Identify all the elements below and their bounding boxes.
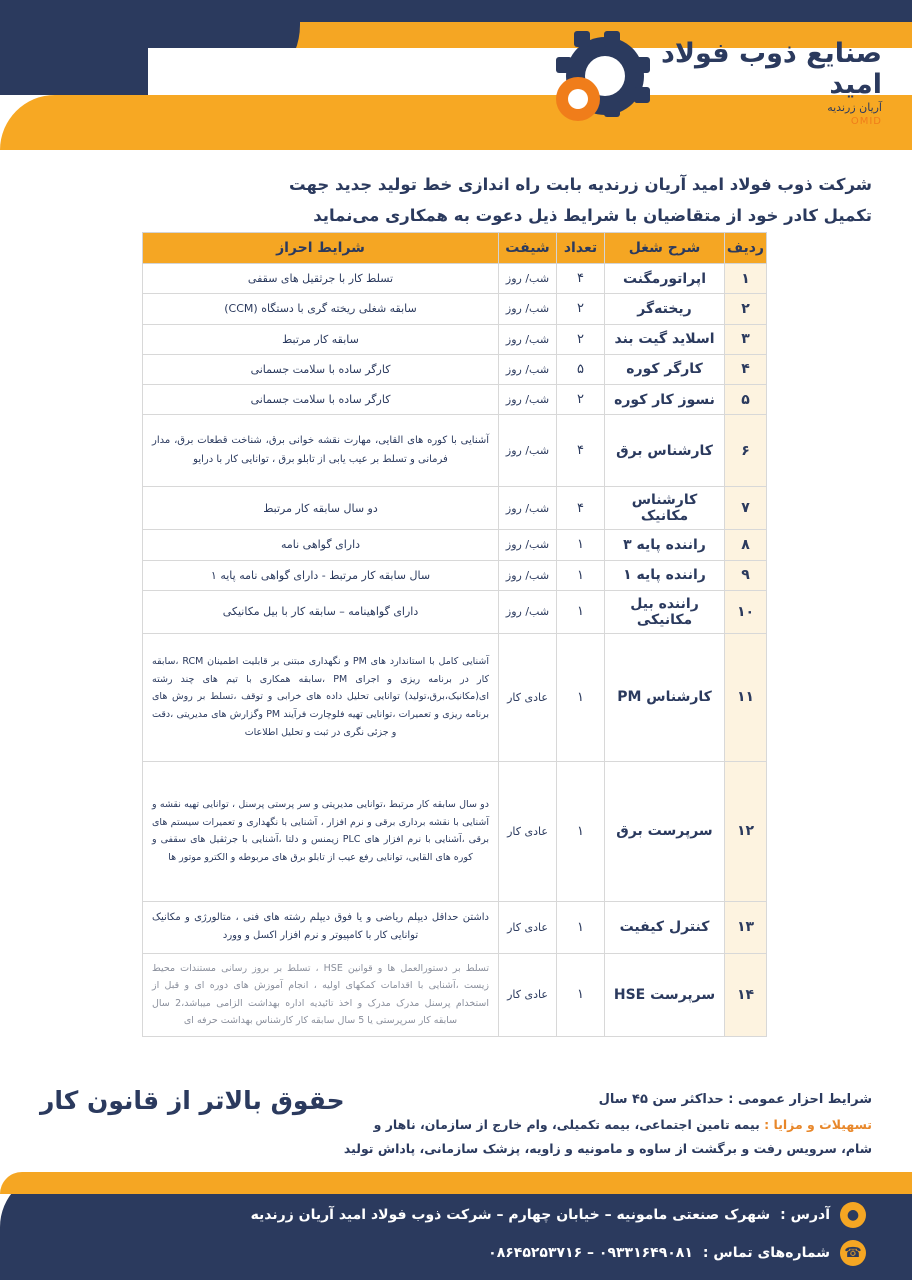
intro-line-2: تکمیل کادر خود از متقاضیان با شرایط ذیل دعوت به همکاری می‌نماید xyxy=(313,205,872,225)
cell-job: راننده پایه ۳ xyxy=(605,530,725,560)
cell-count: ۴ xyxy=(557,487,605,530)
cell-job: نسوز کار کوره xyxy=(605,385,725,415)
cell-conditions: دارای گواهی نامه xyxy=(143,530,499,560)
col-header-row-no: ردیف xyxy=(725,233,767,264)
cell-conditions: سابقه شغلی ریخته گری با دستگاه (CCM) xyxy=(143,294,499,324)
intro-line-1: شرکت ذوب فولاد امید آریان زرندیه بابت راه اندازی خط تولید جدید جهت xyxy=(289,175,872,194)
cell-conditions: آشنایی با کوره های القایی، مهارت نقشه خوانی برق، شناخت قطعات برق، مدار فرمانی و تسلط بر عیب یابی از تابلو برق ، توانایی کار با درایو xyxy=(143,415,499,487)
footer-address-label: آدرس : xyxy=(780,1207,830,1223)
cell-row-no: ۴ xyxy=(725,354,767,384)
cell-shift: عادی کار xyxy=(499,953,557,1036)
cell-count: ۲ xyxy=(557,324,605,354)
cell-shift: شب/ روز xyxy=(499,385,557,415)
cell-job: اسلاید گیت بند xyxy=(605,324,725,354)
cell-count: ۲ xyxy=(557,385,605,415)
cell-conditions: کارگر ساده با سلامت جسمانی xyxy=(143,385,499,415)
cell-row-no: ۱۳ xyxy=(725,901,767,953)
location-pin-icon: ● xyxy=(840,1202,866,1228)
cell-job: کنترل کیفیت xyxy=(605,901,725,953)
footer-address-value: شهرک صنعتی مامونیه – خیابان چهارم – شرکت ذوب فولاد امید آریان زرندیه xyxy=(250,1207,771,1223)
cell-job: راننده بیل مکانیکی xyxy=(605,590,725,633)
logo-company-en: OMID xyxy=(850,116,882,128)
cell-job: ریخته‌گر xyxy=(605,294,725,324)
cell-job: کارگر کوره xyxy=(605,354,725,384)
cell-job: اپراتورمگنت xyxy=(605,264,725,294)
cell-conditions: دارای گواهینامه – سابقه کار با بیل مکانیکی xyxy=(143,590,499,633)
cell-count: ۱ xyxy=(557,953,605,1036)
col-header-count: تعداد xyxy=(557,233,605,264)
table-row xyxy=(143,560,767,590)
cell-conditions: دو سال سابقه کار مرتبط xyxy=(143,487,499,530)
cell-row-no: ۱۲ xyxy=(725,761,767,901)
table-row xyxy=(143,590,767,633)
cell-row-no: ۲ xyxy=(725,294,767,324)
cell-conditions: سابقه کار مرتبط xyxy=(143,324,499,354)
benefits-line xyxy=(40,1113,872,1161)
cell-shift: شب/ روز xyxy=(499,590,557,633)
cell-conditions: دو سال سابقه کار مرتبط ،توانایی مدیریتی و سر پرستی پرسنل ، توانایی تهیه نقشه و آشنایی با نقشه برداری برقی و نرم افزار ، آشنایی با نگهداری و تعمیرات سیستم های برقی ،آشنایی با نرم افزار های PLC زیمنس و دلتا ،آشنایی با جرثقیل های سقفی و کوره های القایی، توانایی رفع عیب از تابلو برق های مربوطه و الکترو موتور ها xyxy=(143,761,499,901)
table-row xyxy=(143,530,767,560)
logo-company-name: صنایع ذوب فولاد امید xyxy=(661,38,882,101)
cell-shift: عادی کار xyxy=(499,901,557,953)
footer-phone-row xyxy=(488,1240,866,1266)
jobs-table xyxy=(142,232,767,1037)
cell-shift: شب/ روز xyxy=(499,415,557,487)
cell-shift: شب/ روز xyxy=(499,487,557,530)
cell-job: سرپرست برق xyxy=(605,761,725,901)
phone-icon: ☎ xyxy=(840,1240,866,1266)
cell-row-no: ۶ xyxy=(725,415,767,487)
col-header-shift: شیفت xyxy=(499,233,557,264)
cell-count: ۵ xyxy=(557,354,605,384)
cell-job: سرپرست HSE xyxy=(605,953,725,1036)
cell-conditions: آشنایی کامل با استاندارد های PM و نگهداری مبتنی بر قابلیت اطمینان RCM ،سابقه کار در برنامه ریزی و اجرای PM ،سابقه همکاری با تیم های چند رشته ای(مکانیک،برق،تولید) توانایی تحلیل داده های خرابی و توقف ،تسلط بر روش های برنامه ریزی و تعمیرات ،توانایی تهیه فلوچارت فرآیند PM وگزارش های مدیریتی ،دقت و جزئی نگری در ثبت و تحلیل اطلاعات xyxy=(143,633,499,761)
cell-row-no: ۵ xyxy=(725,385,767,415)
footer-phone-label: شماره‌های تماس : xyxy=(702,1245,830,1261)
cell-shift: عادی کار xyxy=(499,633,557,761)
cell-row-no: ۱۱ xyxy=(725,633,767,761)
cell-conditions: تسلط بر دستورالعمل ها و قوانین HSE ، تسلط بر بروز رسانی مستندات محیط زیست ،آشنایی با اقدامات کمکهای اولیه ، انجام آموزش های دوره ای و قبل از استخدام پرسنل مدرک مدرک و اخذ تائیدیه اداره بهداشت الزامی میباشد،2 سال سابقه کار سرپرستی یا 5 سال سابقه کار کارشناس بهداشت حرفه ای xyxy=(143,953,499,1036)
table-row xyxy=(143,633,767,761)
cell-job: کارشناس برق xyxy=(605,415,725,487)
cell-conditions: سال سابقه کار مرتبط - دارای گواهی نامه پایه ۱ xyxy=(143,560,499,590)
gear-icon xyxy=(552,31,642,136)
cell-shift: شب/ روز xyxy=(499,530,557,560)
cell-job: راننده پایه ۱ xyxy=(605,560,725,590)
intro-paragraph xyxy=(110,170,872,231)
table-row xyxy=(143,761,767,901)
cell-row-no: ۳ xyxy=(725,324,767,354)
cell-row-no: ۱۰ xyxy=(725,590,767,633)
table-row xyxy=(143,901,767,953)
cell-shift: شب/ روز xyxy=(499,560,557,590)
cell-job: کارشناس PM xyxy=(605,633,725,761)
cell-shift: شب/ روز xyxy=(499,264,557,294)
cell-shift: شب/ روز xyxy=(499,354,557,384)
cell-shift: عادی کار xyxy=(499,761,557,901)
benefits-label: تسهیلات و مزایا : xyxy=(764,1117,872,1132)
col-header-job: شرح شغل xyxy=(605,233,725,264)
table-row xyxy=(143,415,767,487)
cell-row-no: ۸ xyxy=(725,530,767,560)
cell-count: ۱ xyxy=(557,560,605,590)
logo-company-sub: آریان زرندیه xyxy=(827,101,882,115)
cell-row-no: ۷ xyxy=(725,487,767,530)
cell-shift: شب/ روز xyxy=(499,294,557,324)
cell-conditions: کارگر ساده با سلامت جسمانی xyxy=(143,354,499,384)
cell-count: ۴ xyxy=(557,415,605,487)
cell-count: ۱ xyxy=(557,633,605,761)
cell-row-no: ۹ xyxy=(725,560,767,590)
cell-row-no: ۱۴ xyxy=(725,953,767,1036)
cell-conditions: تسلط کار با جرثقیل های سقفی xyxy=(143,264,499,294)
footer-orange-strip xyxy=(0,1172,912,1194)
company-logo xyxy=(552,18,882,148)
col-header-conditions: شرایط احراز xyxy=(143,233,499,264)
salary-highlight: حقوق بالاتر از قانون کار xyxy=(40,1086,345,1115)
cell-row-no: ۱ xyxy=(725,264,767,294)
conditions-section xyxy=(40,1086,872,1161)
cell-count: ۱ xyxy=(557,761,605,901)
cell-count: ۴ xyxy=(557,264,605,294)
benefits-value: بیمه تامین اجتماعی، بیمه تکمیلی، وام خارج از سازمان، ناهار و شام، سرویس رفت و برگشت از ساوه و مامونیه و زاویه، پزشک سازمانی، xyxy=(373,1117,872,1156)
footer-address-row xyxy=(251,1202,866,1228)
cell-job: کارشناس مکانیک xyxy=(605,487,725,530)
cell-count: ۲ xyxy=(557,294,605,324)
table-row xyxy=(143,953,767,1036)
general-conditions-label: شرایط احزار عمومی : xyxy=(728,1092,872,1107)
table-row xyxy=(143,354,767,384)
table-row xyxy=(143,264,767,294)
table-row xyxy=(143,385,767,415)
table-row xyxy=(143,294,767,324)
cell-count: ۱ xyxy=(557,530,605,560)
table-row xyxy=(143,324,767,354)
benefits-value-2: پاداش تولید xyxy=(343,1140,416,1156)
cell-count: ۱ xyxy=(557,590,605,633)
cell-conditions: داشتن حداقل دیپلم ریاضی و یا فوق دیپلم رشته های فنی ، متالورژی و مکانیک توانایی کار با کامپیوتر و نرم افزار اکسل و وورد xyxy=(143,901,499,953)
cell-count: ۱ xyxy=(557,901,605,953)
cell-shift: شب/ روز xyxy=(499,324,557,354)
jobs-table-wrapper xyxy=(142,232,767,1037)
table-row xyxy=(143,487,767,530)
general-conditions-value: حداکثر سن ۴۵ سال xyxy=(598,1092,724,1107)
footer-phone-value: ۰۹۳۳۱۶۴۹۰۸۱ – ۰۸۶۴۵۲۵۳۷۱۶ xyxy=(488,1245,693,1261)
table-header-row xyxy=(143,233,767,264)
